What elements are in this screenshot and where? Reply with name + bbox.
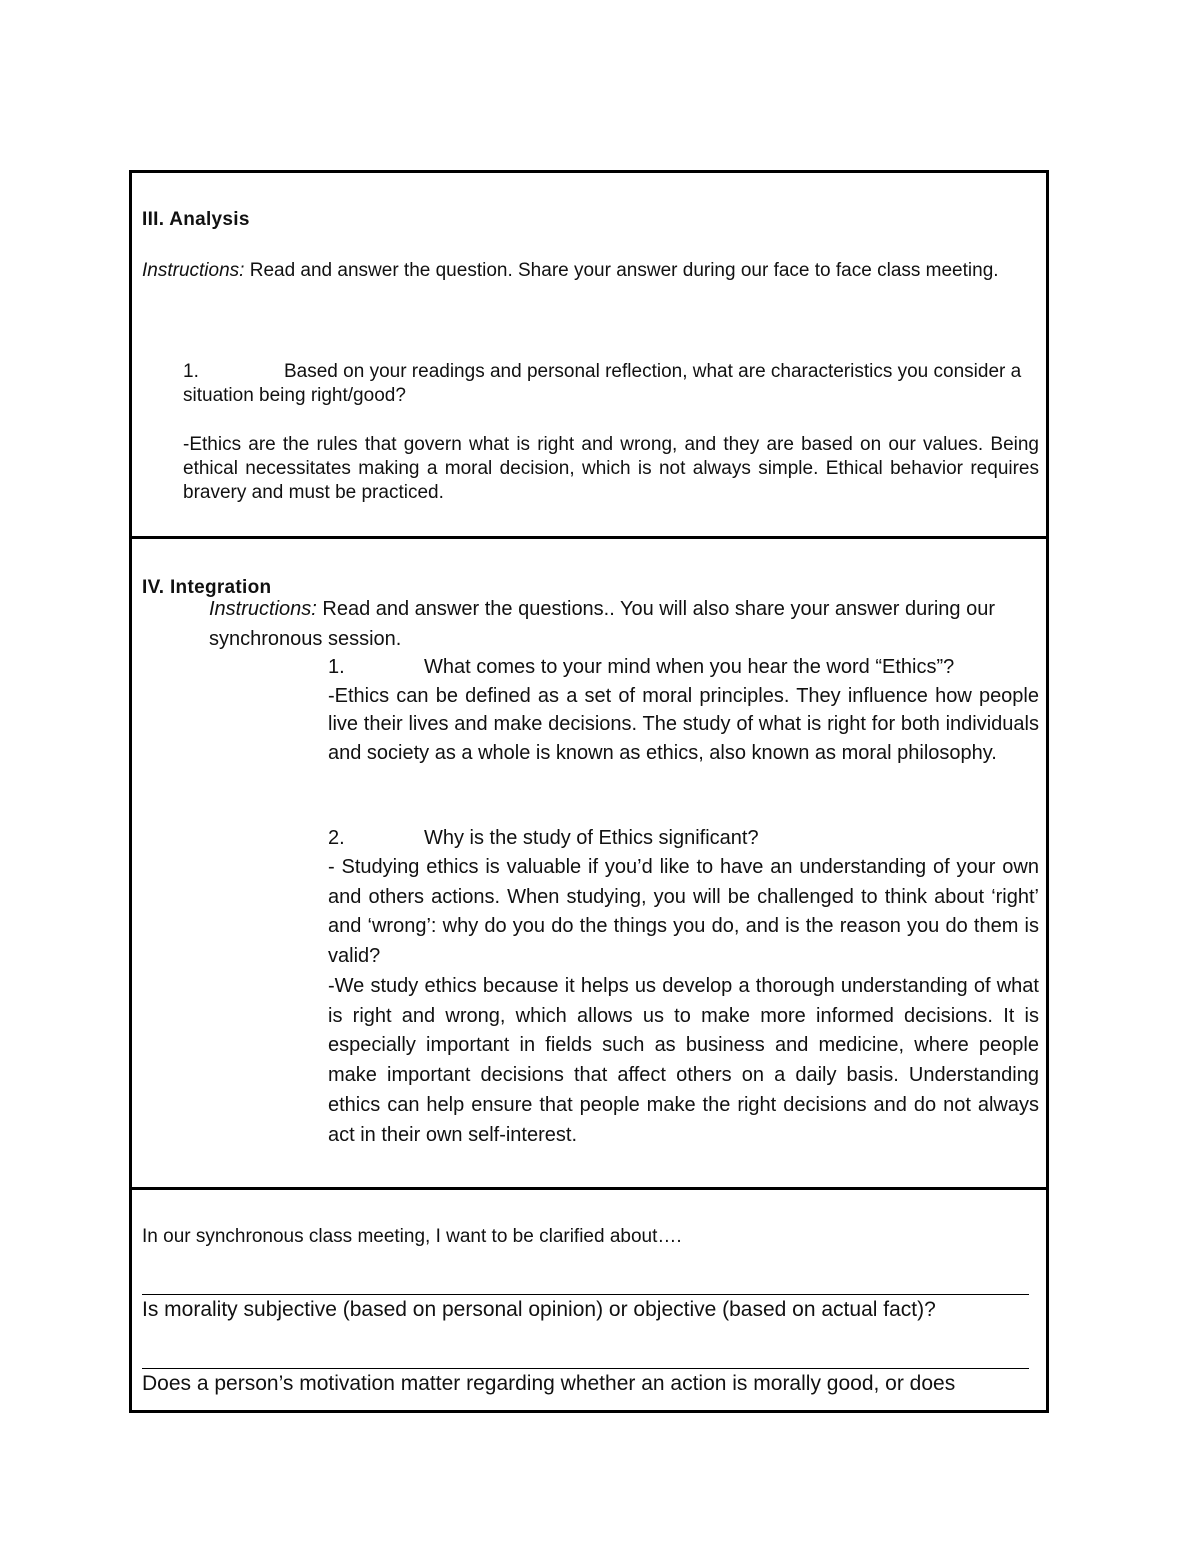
integration-instructions xyxy=(209,595,1039,654)
integration-question-1-number: 1. xyxy=(328,656,345,678)
analysis-question xyxy=(183,360,1023,408)
analysis-heading: III. Analysis xyxy=(142,209,250,230)
integration-section xyxy=(132,539,1046,1190)
analysis-instructions-text: Read and answer the question. Share your answer during our face to face class meeting. xyxy=(244,260,999,281)
integration-question-2 xyxy=(328,824,1040,854)
analysis-instructions-label: Instructions: xyxy=(142,260,245,281)
integration-question-1 xyxy=(328,653,1040,683)
integration-heading: IV. Integration xyxy=(142,577,272,598)
integration-question-2-number: 2. xyxy=(328,827,345,849)
analysis-section xyxy=(132,173,1046,539)
integration-instructions-text: Read and answer the questions.. You will also share your answer during our synchronous session. xyxy=(209,598,996,650)
integration-answer-2b: -We study ethics because it helps us develop a thorough understanding of what is right and wrong, which allows us to make more informed decisions. It is especially important in fields such as business and medicine, where people make important decisions that affect others on a daily basis. Understanding ethics can help ensure that people make the right decisions and do not always act in their own self-interest. xyxy=(328,975,1039,1146)
analysis-question-number: 1. xyxy=(183,361,199,382)
analysis-answer: -Ethics are the rules that govern what is right and wrong, and they are based on our values. Being ethical necessitates making a moral decision, which is not always simple. Ethical behavior requires bravery and must be practiced. xyxy=(183,434,1039,503)
analysis-instructions xyxy=(142,259,1032,283)
integration-instructions-label: Instructions: xyxy=(209,598,317,620)
worksheet-table xyxy=(129,170,1049,1413)
clarification-item-1: Is morality subjective (based on personal opinion) or objective (based on actual fact)? xyxy=(142,1298,936,1321)
answer-line-2 xyxy=(142,1368,1029,1369)
analysis-question-text: Based on your readings and personal reflection, what are characteristics you consider a situation being right/good? xyxy=(183,361,1022,406)
answer-line-1 xyxy=(142,1294,1029,1295)
integration-answer-1: -Ethics can be defined as a set of moral principles. They influence how people live their lives and make decisions. The study of what is right for both individuals and society as a whole is known as ethics, also known as moral philosophy. xyxy=(328,685,1039,764)
clarification-section xyxy=(132,1190,1046,1413)
integration-question-1-text: What comes to your mind when you hear the word “Ethics”? xyxy=(424,656,955,678)
integration-answer-2a: - Studying ethics is valuable if you’d like to have an understanding of your own and others actions. When studying, you will be challenged to think about ‘right’ and ‘wrong’: why do you do the things you do, and is the reason you do them is valid? xyxy=(328,856,1039,968)
integration-question-2-text: Why is the study of Ethics significant? xyxy=(424,827,759,849)
clarification-prompt: In our synchronous class meeting, I want to be clarified about…. xyxy=(142,1226,682,1247)
clarification-item-2: Does a person’s motivation matter regarding whether an action is morally good, or does xyxy=(142,1372,956,1395)
